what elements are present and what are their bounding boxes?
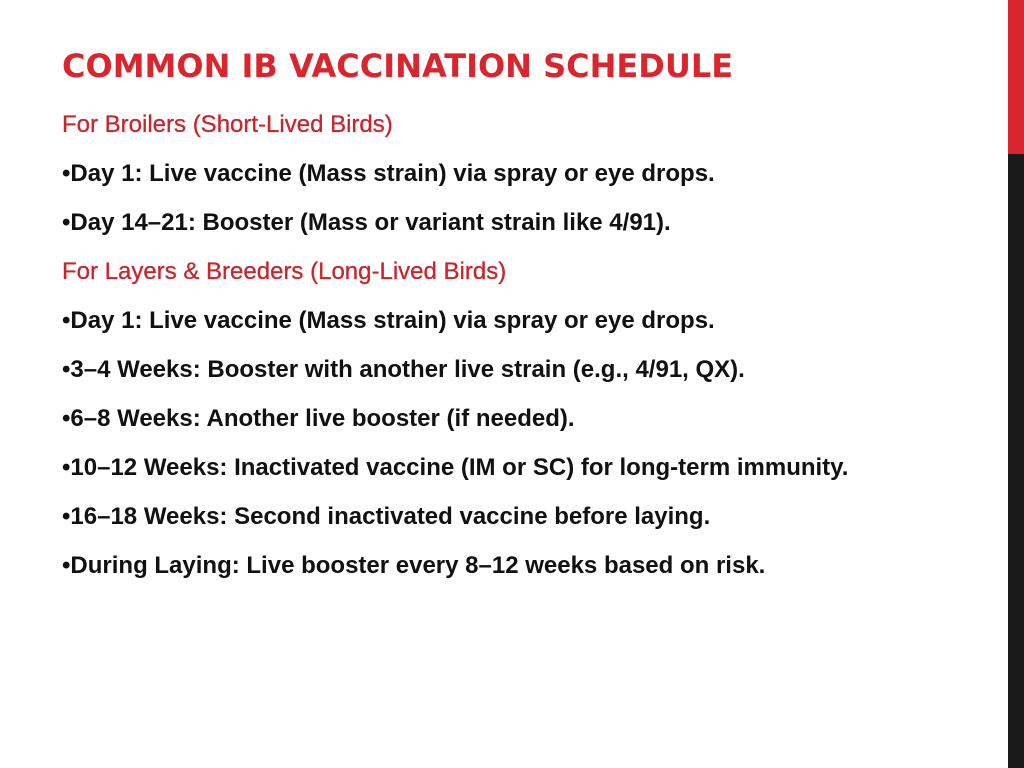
bullet: • bbox=[62, 454, 71, 481]
layers-item-1-text: Day 1: Live vaccine (Mass strain) via spray or eye drops. bbox=[70, 307, 715, 334]
broilers-item-2 bbox=[62, 206, 962, 239]
broilers-item-1-text: Day 1: Live vaccine (Mass strain) via spray or eye drops. bbox=[70, 160, 715, 187]
layers-item-3-text: 6–8 Weeks: Another live booster (if needed). bbox=[70, 405, 575, 432]
bullet: • bbox=[62, 307, 71, 334]
slide-title: COMMON IB VACCINATION SCHEDULE bbox=[62, 47, 734, 85]
bullet: • bbox=[62, 552, 71, 579]
bullet: • bbox=[62, 356, 71, 383]
layers-item-5 bbox=[62, 500, 962, 533]
layers-item-1 bbox=[62, 304, 962, 337]
edge-accent-bar-dark bbox=[1008, 154, 1024, 768]
bullet: • bbox=[62, 160, 71, 187]
layers-item-3 bbox=[62, 402, 962, 435]
edge-accent-bar-red bbox=[1008, 0, 1024, 154]
layers-item-6 bbox=[62, 549, 962, 582]
layers-item-5-text: 16–18 Weeks: Second inactivated vaccine before laying. bbox=[70, 503, 711, 530]
bullet: • bbox=[62, 209, 71, 236]
layers-item-2-text: 3–4 Weeks: Booster with another live strain (e.g., 4/91, QX). bbox=[70, 356, 745, 383]
bullet: • bbox=[62, 405, 71, 432]
layers-heading: For Layers & Breeders (Long-Lived Birds) bbox=[62, 258, 507, 285]
layers-item-4 bbox=[62, 451, 962, 484]
layers-item-2 bbox=[62, 353, 962, 386]
broilers-heading: For Broilers (Short-Lived Birds) bbox=[62, 111, 393, 138]
layers-item-4-text: 10–12 Weeks: Inactivated vaccine (IM or SC) for long-term immunity. bbox=[70, 454, 849, 481]
broilers-item-1 bbox=[62, 157, 962, 190]
slide-content bbox=[62, 108, 962, 598]
layers-item-6-text: During Laying: Live booster every 8–12 weeks based on risk. bbox=[70, 552, 766, 579]
broilers-item-2-text: Day 14–21: Booster (Mass or variant strain like 4/91). bbox=[70, 209, 671, 236]
bullet: • bbox=[62, 503, 71, 530]
